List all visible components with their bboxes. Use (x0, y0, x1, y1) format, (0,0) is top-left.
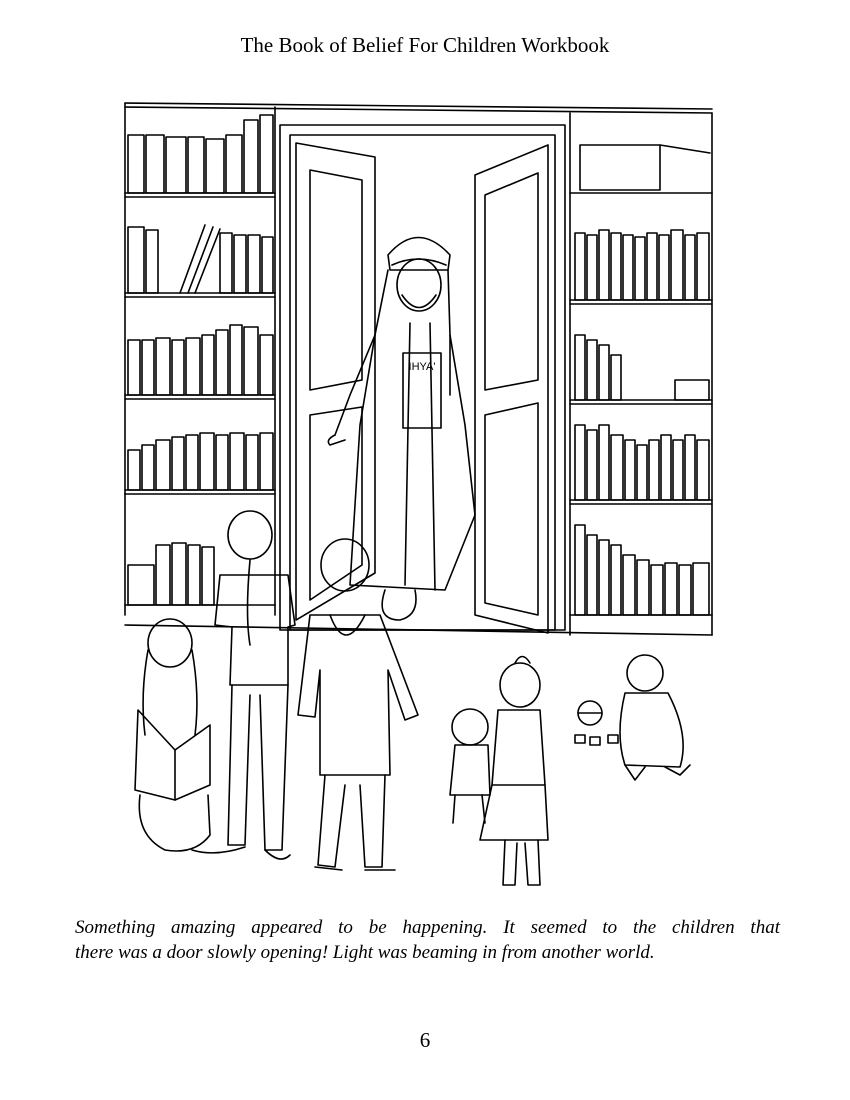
right-door (475, 145, 548, 633)
right-books-shelf-4 (575, 525, 709, 615)
boy-hoodie (298, 539, 418, 870)
right-books-shelf-1 (575, 230, 709, 300)
right-books-shelf-3 (575, 425, 709, 500)
floor-line (125, 625, 712, 635)
left-books-shelf-1 (128, 115, 273, 193)
book-label: IHYA' (408, 361, 436, 373)
caption-line-2: there was a door slowly opening! Light was beaming in from another world. (75, 942, 655, 963)
page-title: The Book of Belief For Children Workbook (240, 33, 610, 57)
doll (450, 709, 490, 823)
left-books-shelf-2 (128, 225, 273, 293)
little-girl (480, 657, 548, 886)
ceiling-line (125, 103, 712, 113)
toy-ball (578, 701, 602, 725)
caption-line-1: Something amazing appeared to be happening. It seemed to the children that (75, 917, 780, 938)
page-number: 6 (419, 1028, 431, 1052)
baby (620, 655, 690, 780)
left-books-shelf-5 (128, 543, 214, 605)
caption (75, 915, 780, 965)
scholar-figure (328, 238, 475, 621)
left-books-shelf-4 (128, 433, 273, 490)
coloring-illustration (120, 95, 715, 895)
right-books-shelf-2 (575, 335, 709, 400)
toy-blocks (575, 735, 618, 745)
child-reading (135, 619, 210, 851)
right-bookcase (570, 113, 712, 635)
left-books-shelf-3 (128, 325, 273, 395)
